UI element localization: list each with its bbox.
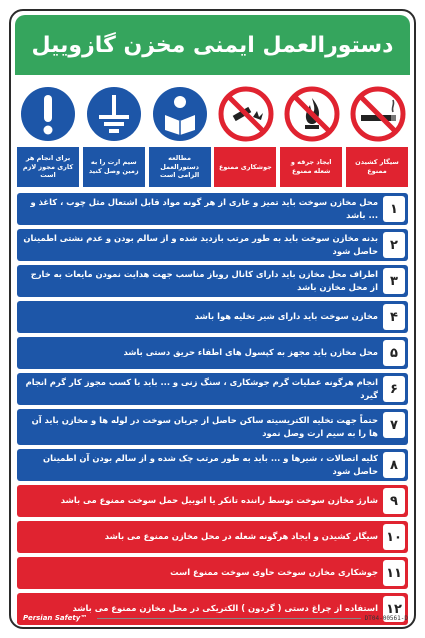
rule-item: [17, 373, 408, 405]
rule-text: کلیه اتصالات ، شیرها و ... باید به طور مرتب چک شده و از سالم بودن آن اطمینان حاصل شود: [42, 452, 378, 476]
rule-text: سیگار کشیدن و ایجاد هرگونه شعله در محل مخازن ممنوع می باشد: [104, 531, 378, 542]
rule-number: ۳: [383, 268, 405, 294]
rule-text: مخازن سوخت باید دارای شیر تخلیه هوا باشد: [194, 311, 378, 322]
rule-number: ۷: [383, 412, 405, 438]
rule-text: انجام هرگونه عملیات گرم جوشکاری ، سنگ زنی و ... باید با کسب مجوز کار گرم انجام گیرد: [25, 376, 378, 400]
rule-text: جوشکاری مخازن سوخت حاوی سوخت ممنوع است: [170, 567, 378, 578]
rules-list: [17, 193, 408, 629]
label-no-flame: ایجاد جرقه و شعله ممنوع: [280, 147, 342, 187]
rule-item: [17, 301, 408, 333]
rule-item: [17, 193, 408, 225]
rule-item: [17, 449, 408, 481]
footer: [17, 612, 408, 624]
rule-number: ۶: [383, 376, 405, 402]
icon-labels-row: [17, 147, 408, 187]
rule-text: اطراف محل مخازن باید دارای کانال روباز مناسب جهت هدایت نمودن مایعات به خارج از محل مخازن باشد: [30, 268, 378, 292]
label-read-manual: مطالعه دستورالعمل الزامی است: [149, 147, 211, 187]
icons-row: [17, 83, 408, 145]
rule-item: [17, 229, 408, 261]
rule-number: ۵: [383, 340, 405, 366]
rule-item: [17, 557, 408, 589]
rule-number: ۸: [383, 452, 405, 478]
label-no-welding: جوشکاری ممنوع: [214, 147, 276, 187]
label-earth-ground: سیم ارت را به زمین وصل کنید: [83, 147, 145, 187]
title-bar: [15, 15, 410, 75]
rule-text: شارژ مخازن سوخت توسط راننده تانکر یا اتوبیل حمل سوخت ممنوع می باشد: [60, 495, 378, 506]
rule-text: بدنه مخازن سوخت باید به طور مرتب بازدید شده و از سالم بودن و عدم نشتی اطمینان حاصل شود: [23, 232, 378, 256]
rule-number: ۱۲: [383, 596, 405, 622]
footer-divider: [97, 618, 360, 619]
brand-logo: Persian Safety™: [17, 613, 93, 623]
rule-item: [17, 409, 408, 445]
rule-text: حتماً جهت تخلیه الکتریسیته ساکن حاصل از جریان سوخت در لوله ها و مخازن باید آن ها را به سیم ارت وصل نمود: [31, 414, 378, 438]
rule-item: [17, 337, 408, 369]
no-welding-icon: [215, 83, 276, 145]
rule-text: محل مخازن باید مجهز به کپسول های اطفاء حریق دستی باشد: [123, 347, 378, 358]
product-code: DT04-00561-D: [364, 614, 408, 622]
rule-text: محل مخازن سوخت باید تمیز و عاری از هر گونه مواد قابل اشتعال مثل چوب ، کاغذ و ... باشد: [30, 196, 378, 220]
mandatory-exclamation-icon: [17, 83, 78, 145]
sign-title: دستورالعمل ایمنی مخزن گازوییل: [31, 32, 394, 58]
rule-number: ۹: [383, 488, 405, 514]
safety-sign: [9, 9, 416, 629]
read-manual-icon: [149, 83, 210, 145]
rule-text: استفاده از چراغ دستی ( گردون ) الکتریکی در محل مخازن ممنوع می باشد: [72, 603, 378, 614]
rule-number: ۱۰: [383, 524, 405, 550]
no-smoking-icon: [347, 83, 408, 145]
rule-item: [17, 485, 408, 517]
no-open-flame-icon: [281, 83, 342, 145]
rule-number: ۱: [383, 196, 405, 222]
rule-number: ۴: [383, 304, 405, 330]
rule-item: [17, 265, 408, 297]
label-mandatory-permit: برای انجام هر کاری مجوز لازم است: [17, 147, 79, 187]
rule-number: ۱۱: [383, 560, 405, 586]
label-no-smoking: سیگار کشیدن ممنوع: [346, 147, 408, 187]
rule-number: ۲: [383, 232, 405, 258]
rule-item: [17, 521, 408, 553]
earth-ground-icon: [83, 83, 144, 145]
